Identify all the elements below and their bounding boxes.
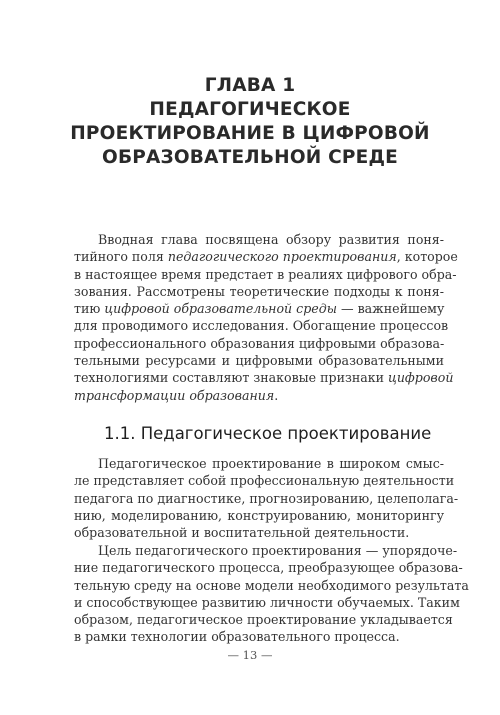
italic-term: цифровой <box>388 370 454 386</box>
text-line: и способствующее развитию личности обучаемых. Таким <box>74 594 460 610</box>
text-run: — важнейшему <box>336 301 445 317</box>
chapter-title-line: ПРОЕКТИРОВАНИЕ В ЦИФРОВОЙ <box>70 123 430 144</box>
text-line: профессионального образования цифровыми образова- <box>74 335 445 351</box>
page-number: — 13 — <box>227 648 273 662</box>
section-paragraph-2 <box>74 542 469 646</box>
text-run: тию <box>74 301 105 317</box>
text-run: тийного поля <box>74 249 168 265</box>
chapter-title-line: ПЕДАГОГИЧЕСКОЕ <box>149 99 351 120</box>
text-line: тельными ресурсами и цифровыми образовательными <box>74 353 444 369</box>
text-line <box>74 248 458 265</box>
text-line: Цель педагогического проектирования — упорядоче- <box>98 543 458 558</box>
text-line <box>74 387 444 404</box>
text-run: , которое <box>396 249 458 265</box>
text-run: . <box>274 387 279 403</box>
text-line: ле представляет собой профессиональную деятельности <box>74 473 455 489</box>
text-line: нию, моделированию, конструированию, мониторингу <box>74 507 444 523</box>
text-line: ние педагогического процесса, преобразующее образова- <box>74 560 463 576</box>
text-line <box>74 369 454 386</box>
chapter-title <box>60 74 440 170</box>
italic-term: педагогического проектирования <box>167 249 397 265</box>
chapter-number: ГЛАВА 1 <box>204 75 296 96</box>
text-line: тельную среду на основе модели необходимого результата <box>74 577 469 593</box>
text-run: технологиями составляют знаковые признаки <box>74 370 389 386</box>
chapter-title-line: ОБРАЗОВАТЕЛЬНОЙ СРЕДЕ <box>102 147 398 168</box>
text-line: зования. Рассмотрены теоретические подходы к поня- <box>74 283 444 299</box>
text-line: образовательной и воспитательной деятельности. <box>74 525 410 541</box>
text-line: Вводная глава посвящена обзору развития поня- <box>98 232 444 247</box>
text-line: в настоящее время предстает в реалиях цифрового обра- <box>74 266 457 282</box>
text-line <box>74 300 444 317</box>
italic-term: трансформации образования <box>74 387 275 403</box>
italic-term: цифровой образовательной среды <box>104 301 337 317</box>
text-line: педагога по диагностике, прогнозированию, целеполага- <box>74 490 459 506</box>
text-line: Педагогическое проектирование в широком смыс- <box>98 456 444 471</box>
text-line: в рамки технологии образовательного процесса. <box>74 629 400 645</box>
text-line: образом, педагогическое проектирование укладывается <box>74 612 453 628</box>
section-heading: 1.1. Педагогическое проектирование <box>104 424 432 443</box>
section-paragraph-1 <box>74 455 459 541</box>
intro-paragraph <box>74 231 458 404</box>
text-line: для проводимого исследования. Обогащение процессов <box>74 318 449 334</box>
